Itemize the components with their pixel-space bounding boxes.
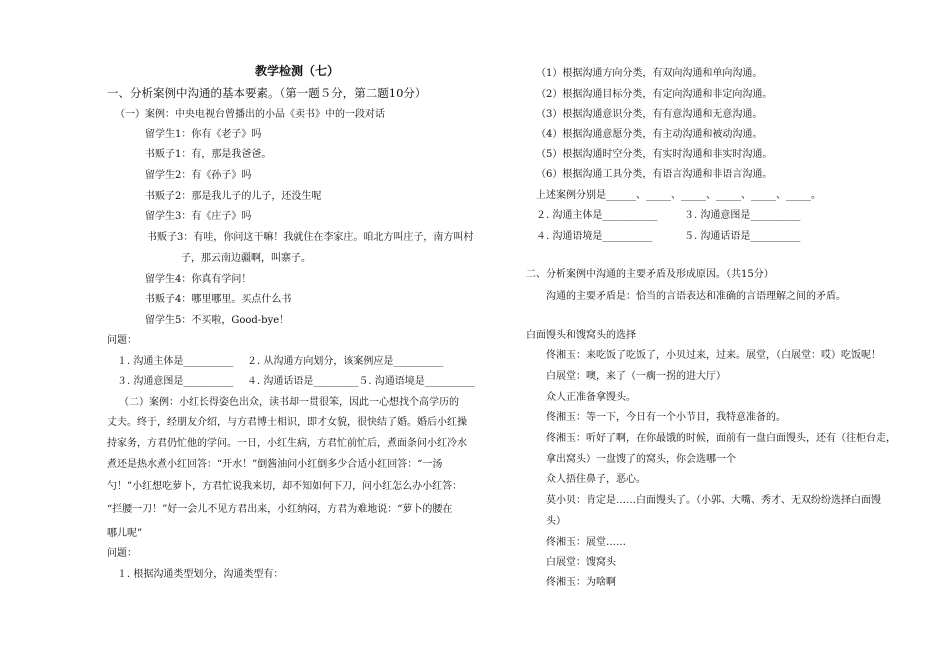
question-4-5: ４. 沟通话语是_________５. 沟通语境是__________ xyxy=(247,376,475,387)
case2-line: （二）案例：小红长得姿色出众，读书却一贯很笨，因此一心想找个高学历的 xyxy=(119,397,459,408)
classification-item: （3）根据沟通意识分类，有有意沟通和无意沟通。 xyxy=(536,109,763,120)
dialogue-line: 众人捂住鼻子，恶心。 xyxy=(546,474,646,485)
section2-heading: 二、分析案例中沟通的主要矛盾及形成原因。（共15分） xyxy=(526,269,774,280)
dialogue-line: 佟湘玉：来吃饭了吃饭了，小贝过来，过来。展堂，（白展堂：哎）吃饭呢！ xyxy=(546,350,881,361)
case-answer-line: 上述案例分别是______、_____、_____、_____、_____、_____。 xyxy=(536,190,821,201)
dialogue-line: 书贩子3：有哇，你问这干嘛！我就住在李家庄。咱北方叫庄子，南方叫村 xyxy=(147,232,474,243)
dialogue-line: 书贩子1：有，那是我爸爸。 xyxy=(145,149,272,160)
case2-line: 煮还是热水煮小红回答：“开水！”倒酱油问小红倒多少合适小红回答：“一汤 xyxy=(107,459,443,470)
dialogue-line: 书贩子4：哪里哪里。买点什么书 xyxy=(145,294,292,305)
dialogue-line: 留学生1：你有《老子》吗 xyxy=(145,129,262,140)
case2-question-1: １. 根据沟通类型划分，沟通类型有： xyxy=(117,569,284,580)
classification-item: （1）根据沟通方向分类，有双向沟通和单向沟通。 xyxy=(536,68,763,79)
case2-line: 哪儿呢” xyxy=(107,528,143,539)
question-2-right: ２. 沟通主体是___________ xyxy=(536,210,658,221)
case2-line: “拦腰一刀！”好一会儿不见方君出来，小红纳闷，方君为难地说：“萝卜的腰在 xyxy=(107,504,453,515)
classification-item: （5）根据沟通时空分类，有实时沟通和非实时沟通。 xyxy=(536,149,773,160)
dialogue-line: 佟湘玉：听好了啊，在你最饿的时候，面前有一盘白面馒头，还有（往柜台走， xyxy=(546,433,896,444)
case-title: 白面馒头和馊窝头的选择 xyxy=(526,330,636,341)
dialogue-line: 众人正准备拿馒头。 xyxy=(546,392,636,403)
section2-answer: 沟通的主要矛盾是：恰当的言语表达和准确的言语理解之间的矛盾。 xyxy=(546,291,846,302)
dialogue-line: 白展堂：馊窝头 xyxy=(546,557,616,568)
dialogue-line: 佟湘玉：展堂…… xyxy=(546,537,626,548)
classification-item: （6）根据沟通工具分类，有语言沟通和非语言沟通。 xyxy=(536,169,773,180)
dialogue-line: 子，那云南边疆啊，叫寨子。 xyxy=(181,253,311,264)
dialogue-line: 佟湘玉：等一下，今日有一个小节目，我特意准备的。 xyxy=(546,412,786,423)
section1-heading: 一、分析案例中沟通的基本要素。（第一题５分，第二题10分） xyxy=(107,86,427,100)
dialogue-line: 莫小贝：肯定是……白面馒头了。（小郭、大嘴、秀才、无双纷纷选择白面馒 xyxy=(546,495,881,506)
dialogue-line: 书贩子2：那是我儿子的儿子，还没生呢 xyxy=(145,191,322,202)
page-title: 教学检测（七） xyxy=(255,64,340,78)
dialogue-line: 留学生2：有《孙子》吗 xyxy=(145,170,252,181)
dialogue-line: 头） xyxy=(546,516,566,527)
question-4-right: ４. 沟通语境是__________ xyxy=(536,231,653,242)
case2-line: 持家务，方君仍忙他的学问。一日，小红生病，方君忙前忙后，煮面条问小红冷水 xyxy=(107,438,467,449)
questions-label: 问题： xyxy=(107,335,137,346)
dialogue-line: 留学生5：不买啦，Good-bye！ xyxy=(145,315,290,326)
question-1: １. 沟通主体是__________ xyxy=(117,356,234,367)
dialogue-line: 佟湘玉：为啥啊 xyxy=(546,577,616,588)
question-3: ３. 沟通意图是__________ xyxy=(117,376,234,387)
questions-label: 问题： xyxy=(107,548,137,559)
case2-line: 丈夫。终于，经朋友介绍，与方君博士相识，即才女貌，很快结了婚。婚后小红操 xyxy=(107,417,467,428)
dialogue-line: 留学生3：有《庄子》吗 xyxy=(145,211,252,222)
dialogue-line: 白展堂：噢，来了（一瘸一拐的进大厅） xyxy=(546,371,726,382)
case2-line: 勺！”小红想吃萝卜，方君忙说我来切，却不知如何下刀，问小红怎么办小红答： xyxy=(107,481,463,492)
dialogue-line: 拿出窝头）一盘馊了的窝头，你会选哪一个 xyxy=(546,454,736,465)
question-2: ２. 从沟通方向划分，该案例应是__________ xyxy=(247,356,444,367)
question-5-right: ５. 沟通话语是__________ xyxy=(684,231,801,242)
question-3-right: ３. 沟通意图是__________ xyxy=(684,210,801,221)
dialogue-line: 留学生4：你真有学问！ xyxy=(145,274,252,285)
classification-item: （4）根据沟通意愿分类，有主动沟通和被动沟通。 xyxy=(536,129,763,140)
case1-intro: （一）案例：中央电视台曾播出的小品《卖书》中的一段对话 xyxy=(115,109,385,120)
classification-item: （2）根据沟通目标分类，有定向沟通和非定向沟通。 xyxy=(536,89,773,100)
